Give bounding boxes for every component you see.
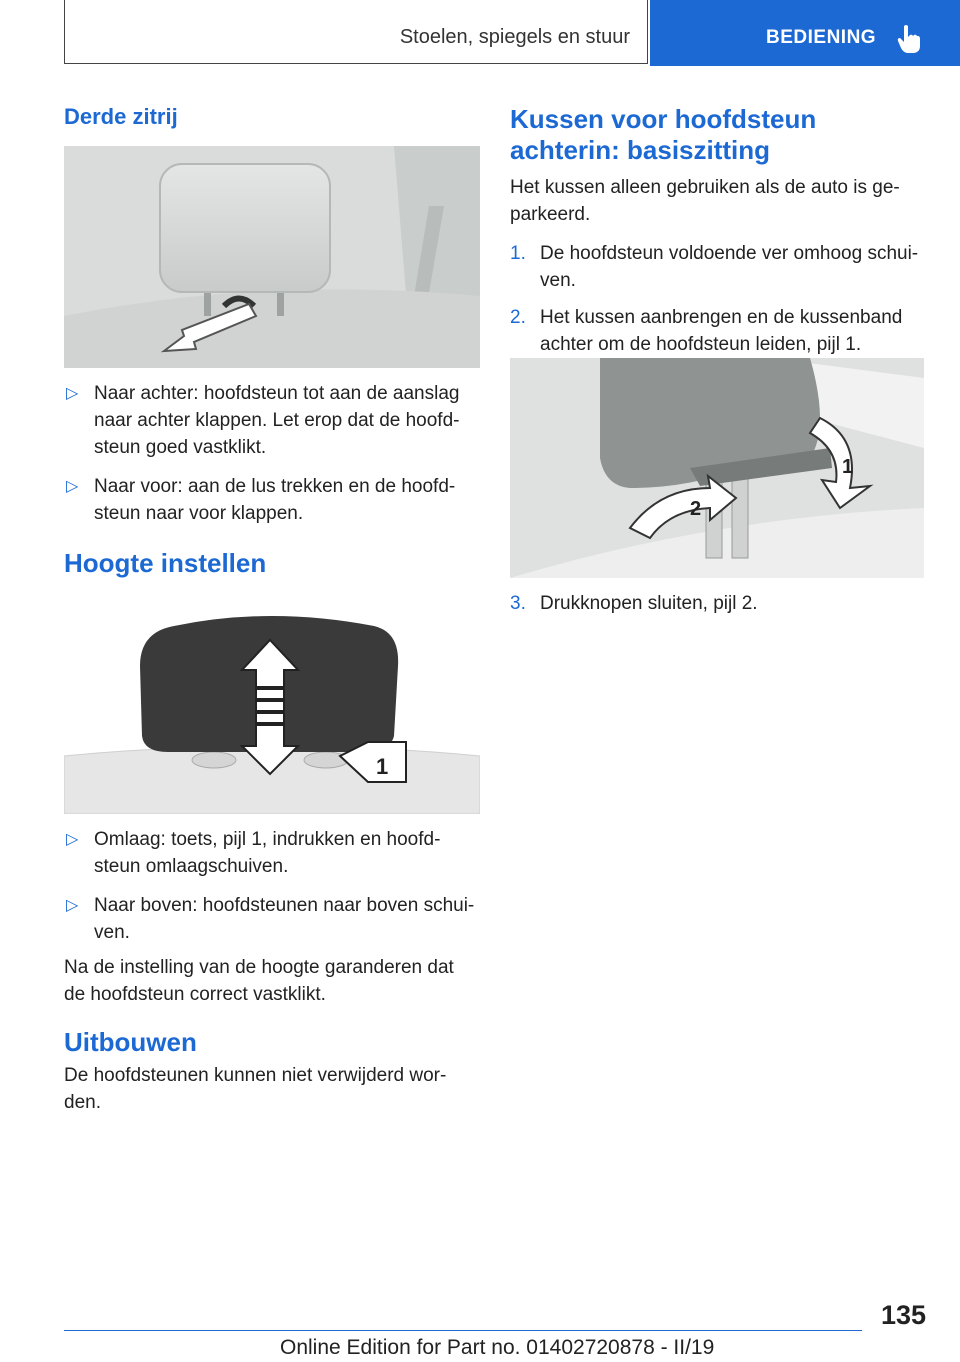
- list-item: ▷ Naar achter: hoofdsteun tot aan de aanslag naar achter klappen. Let erop dat de hoofd-steun goed vastklikt.: [64, 380, 480, 461]
- triangle-bullet-icon: ▷: [66, 831, 79, 848]
- list-item: ▷ Naar boven: hoofdsteunen naar boven schui-ven.: [64, 892, 480, 946]
- figure-third-row-headrest: [64, 146, 480, 368]
- page-number: 135: [880, 1300, 926, 1330]
- section-heading-hoogte-instellen: Hoogte instellen: [64, 548, 267, 578]
- list-item: ▷ Naar voor: aan de lus trekken en de hoofd-steun naar voor klappen.: [64, 473, 480, 527]
- list-item: 3. Drukknopen sluiten, pijl 2.: [510, 593, 758, 614]
- triangle-bullet-icon: ▷: [66, 478, 79, 495]
- figure-headrest-cushion: [510, 358, 924, 578]
- paragraph: Het kussen alleen gebruiken als de auto is ge-parkeerd.: [510, 177, 900, 225]
- paragraph: De hoofdsteunen kunnen niet verwijderd wor-den.: [64, 1065, 447, 1113]
- section-title: Stoelen, spiegels en stuur: [399, 26, 630, 48]
- figure-callout-2: 2: [690, 498, 702, 520]
- footer-edition: Online Edition for Part no. 01402720878 - II/19: [280, 1336, 715, 1359]
- chapter-tab-label: BEDIENING: [766, 27, 877, 48]
- figure-callout-1: 1: [376, 754, 389, 779]
- paragraph: Na de instelling van de hoogte garanderen dat de hoofdsteun correct vastklikt.: [64, 957, 454, 1005]
- figure-callout-1: 1: [842, 456, 854, 478]
- section-heading-kussen: Kussen voor hoofdsteun achterin: basiszitting: [510, 104, 817, 165]
- list-item: ▷ Omlaag: toets, pijl 1, indrukken en hoofd-steun omlaagschuiven.: [64, 826, 480, 880]
- figure-height-adjust: [64, 606, 480, 814]
- triangle-bullet-icon: ▷: [66, 897, 79, 914]
- section-heading-derde-zitrij: Derde zitrij: [64, 104, 178, 129]
- chapter-tab[interactable]: [650, 0, 960, 66]
- footer-divider: [64, 1330, 862, 1331]
- triangle-bullet-icon: ▷: [66, 385, 79, 402]
- section-heading-uitbouwen: Uitbouwen: [64, 1027, 197, 1057]
- list-item: 1. De hoofdsteun voldoende ver omhoog schui-ven.: [510, 243, 919, 291]
- list-item: 2. Het kussen aanbrengen en de kussenband achter om de hoofdsteun leiden, pijl 1.: [510, 307, 903, 355]
- hand-pointer-icon: [896, 24, 922, 54]
